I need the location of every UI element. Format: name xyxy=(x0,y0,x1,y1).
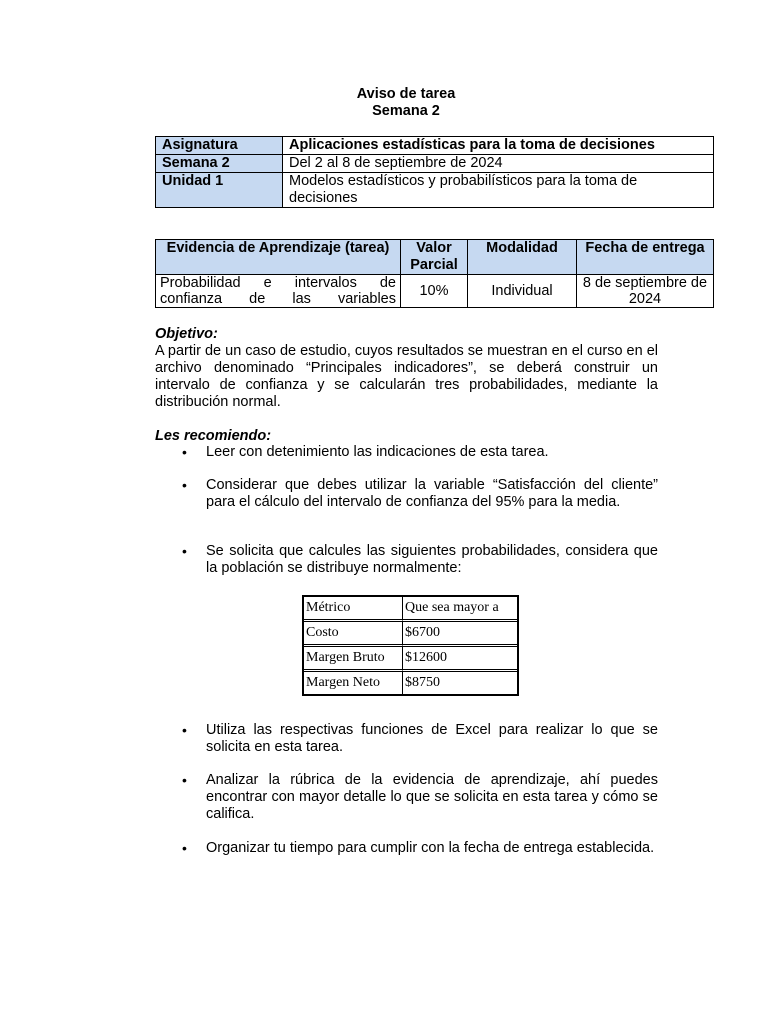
bullet-glyph: • xyxy=(182,477,187,493)
table-row xyxy=(304,622,517,647)
info-value: Modelos estadísticos y probabilísticos para la toma de decisiones xyxy=(283,173,714,208)
metric-value-cell: $12600 xyxy=(403,647,517,672)
document-title: Aviso de tarea xyxy=(356,86,456,102)
info-label: Semana 2 xyxy=(156,155,283,173)
table-header-row xyxy=(304,597,517,622)
table-row xyxy=(156,137,714,155)
modality-cell: Individual xyxy=(468,275,577,308)
column-header: Valor Parcial xyxy=(401,240,468,275)
metric-table xyxy=(302,595,519,696)
metric-name-cell: Margen Bruto xyxy=(304,647,403,672)
list-item: Analizar la rúbrica de la evidencia de aprendizaje, ahí puedes encontrar con mayor detalle lo que se solicita en esta tarea y cómo se califica. xyxy=(206,772,658,822)
bullet-glyph: • xyxy=(182,840,187,856)
bullet-glyph: • xyxy=(182,444,187,460)
column-header: Que sea mayor a xyxy=(403,597,517,622)
list-item: Organizar tu tiempo para cumplir con la fecha de entrega establecida. xyxy=(206,840,655,856)
list-item: Utiliza las respectivas funciones de Excel para realizar lo que se solicita en esta tarea. xyxy=(206,722,658,755)
column-header: Métrico xyxy=(304,597,403,622)
info-value: Aplicaciones estadísticas para la toma de decisiones xyxy=(283,137,714,155)
table-row xyxy=(304,647,517,672)
bullet-glyph: • xyxy=(182,543,187,559)
column-header: Fecha de entrega xyxy=(577,240,714,275)
evidence-name-cell: Probabilidad e intervalos de confianza de las variables xyxy=(156,275,401,308)
table-header-row xyxy=(156,240,714,275)
objective-text: A partir de un caso de estudio, cuyos resultados se muestran en el curso en el archivo denominado “Principales indicadores”, se deberá construir un intervalo de confianza y se calcularán tres probabilidades, mediante la distribución normal. xyxy=(155,343,658,410)
list-item: Leer con detenimiento las indicaciones de esta tarea. xyxy=(206,444,549,460)
column-header: Modalidad xyxy=(468,240,577,275)
evidence-table xyxy=(155,239,714,308)
table-row xyxy=(156,173,714,208)
list-item: Considerar que debes utilizar la variable “Satisfacción del cliente” para el cálculo del intervalo de confianza del 95% para la media. xyxy=(206,477,658,510)
document-subtitle: Semana 2 xyxy=(372,103,440,119)
course-info-table xyxy=(155,136,714,208)
info-value: Del 2 al 8 de septiembre de 2024 xyxy=(283,155,714,173)
table-row xyxy=(156,275,714,308)
metric-name-cell: Margen Neto xyxy=(304,672,403,694)
partial-value-cell: 10% xyxy=(401,275,468,308)
due-date-cell: 8 de septiembre de 2024 xyxy=(577,275,714,308)
bullet-glyph: • xyxy=(182,772,187,788)
table-row xyxy=(304,672,517,694)
list-item: Se solicita que calcules las siguientes probabilidades, considera que la población se distribuye normalmente: xyxy=(206,543,658,576)
info-label: Asignatura xyxy=(156,137,283,155)
recommend-heading: Les recomiendo: xyxy=(155,428,272,444)
table-row xyxy=(156,155,714,173)
metric-value-cell: $8750 xyxy=(405,675,440,690)
column-header: Evidencia de Aprendizaje (tarea) xyxy=(156,240,401,275)
metric-value-cell: $6700 xyxy=(403,622,517,647)
info-label: Unidad 1 xyxy=(156,173,283,208)
bullet-glyph: • xyxy=(182,722,187,738)
metric-name-cell: Costo xyxy=(304,622,403,647)
objective-heading: Objetivo: xyxy=(155,326,218,342)
